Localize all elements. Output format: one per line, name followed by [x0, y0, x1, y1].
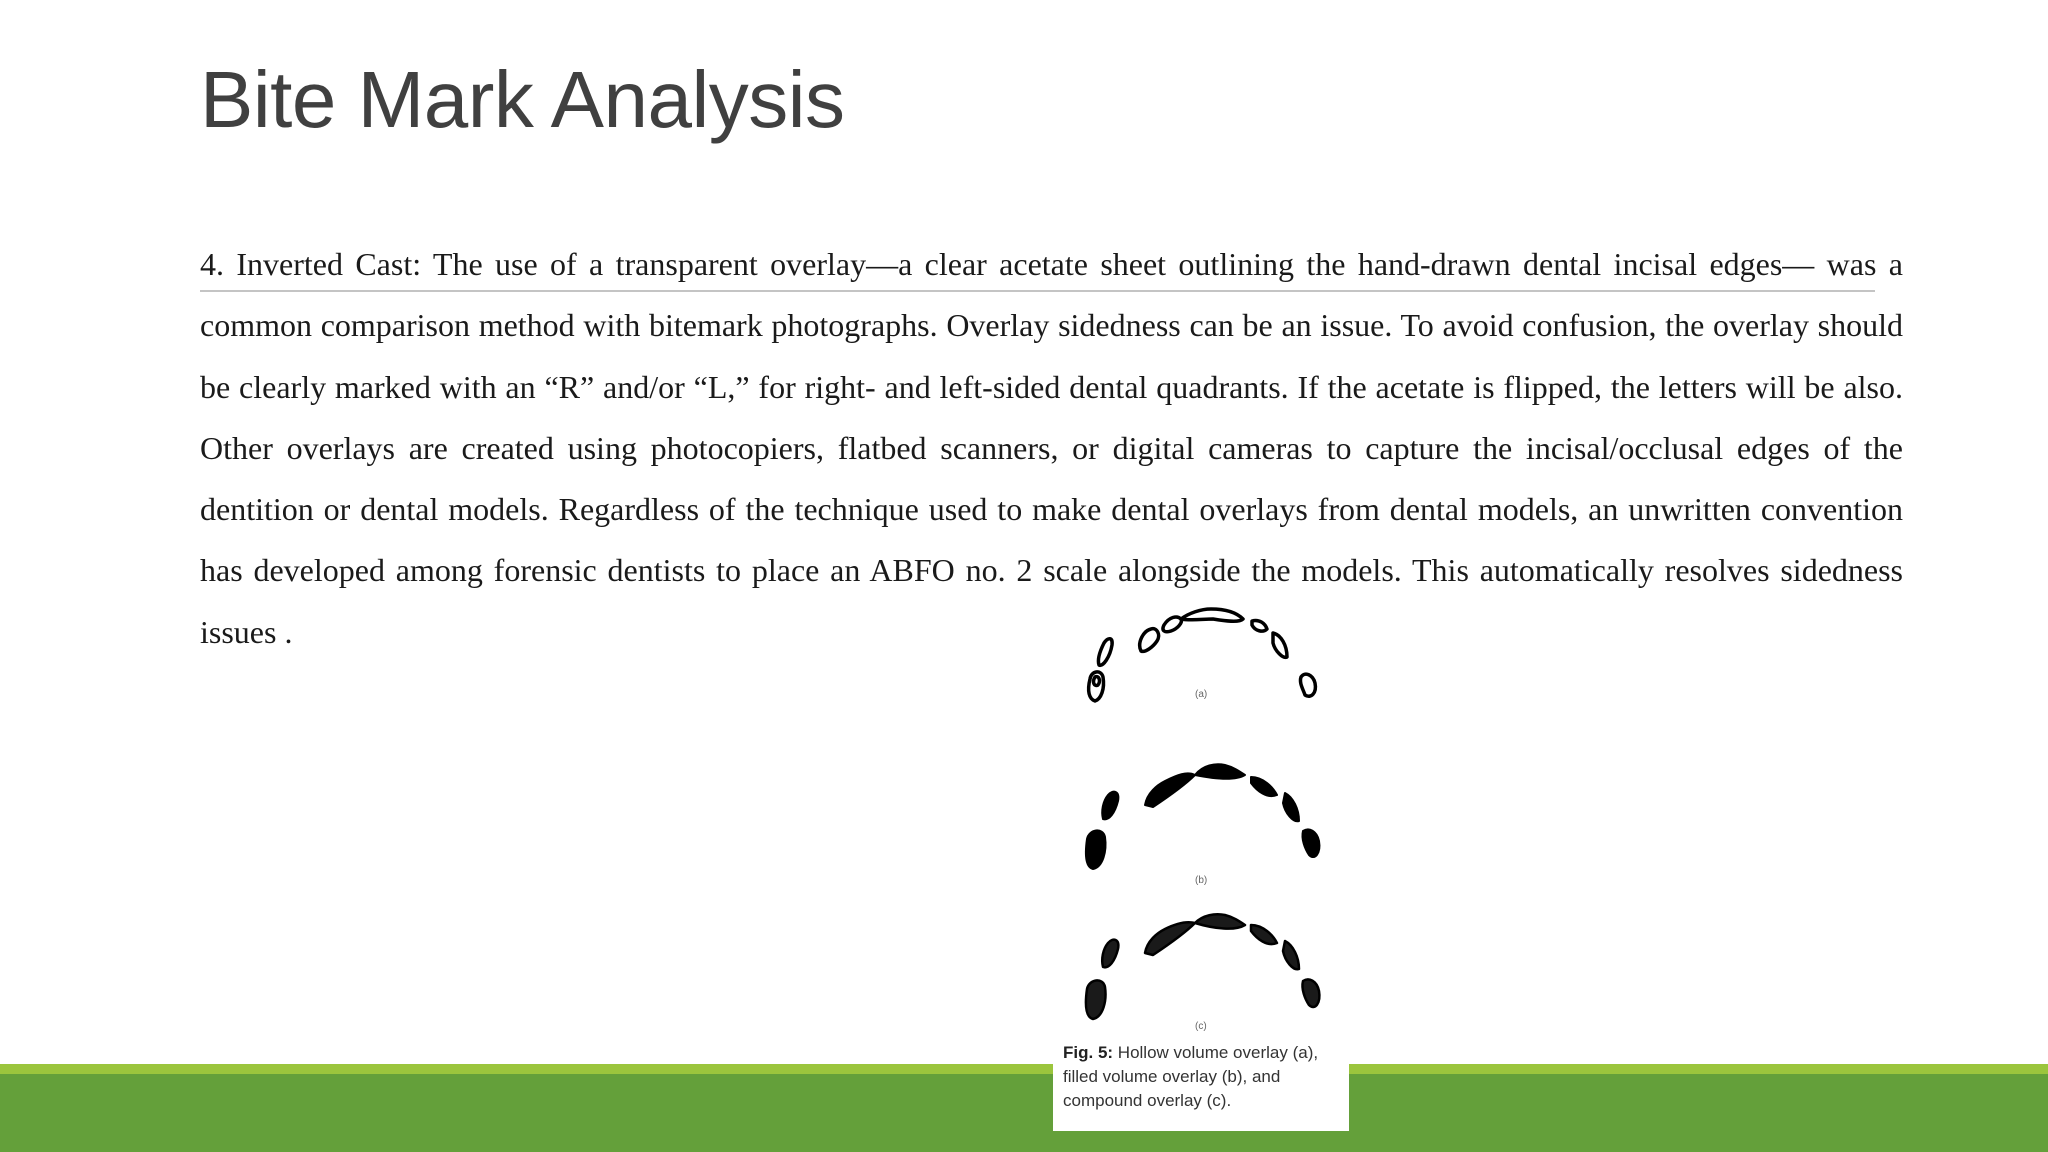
figure-label-a: (a): [1195, 689, 1208, 700]
body-paragraph: 4. Inverted Cast: The use of a transparent overlay—a clear acetate sheet outlining the hand-drawn dental incisal edges— was a common comparison method with bitemark photographs. Overlay sidedness can be an issue. To avoid confusion, the overlay should be clearly marked with an “R” and/or “L,” for right- and left-sided dental quadrants. If the acetate is flipped, the letters will be also. Other overlays are created using photocopiers, flatbed scanners, or digital cameras to capture the incisal/occlusal edges of the dentition or dental models. Regardless of the technique used to make dental overlays from dental models, an unwritten convention has developed among forensic dentists to place an ABFO no. 2 scale alongside the models. This automatically resolves sidedness issues .: [200, 246, 1903, 650]
overlay-drawings: [1053, 605, 1349, 1035]
figure-caption-text: Hollow volume overlay (a), filled volume overlay (b), and compound overlay (c).: [1063, 1043, 1319, 1110]
compound-overlay-drawing: [1086, 914, 1320, 1019]
figure-caption-label: Fig. 5:: [1063, 1043, 1114, 1062]
slide-title: Bite Mark Analysis: [200, 55, 845, 144]
hollow-overlay-drawing: [1089, 609, 1316, 701]
footer-bar: [0, 1074, 2048, 1152]
filled-overlay-drawing: [1086, 764, 1320, 869]
figure-label-b: (b): [1195, 875, 1208, 886]
overlay-figure: [1053, 605, 1349, 1131]
footer-accent-stripe: [0, 1064, 2048, 1074]
figure-label-c: (c): [1195, 1021, 1207, 1032]
figure-caption: [1063, 1041, 1343, 1113]
